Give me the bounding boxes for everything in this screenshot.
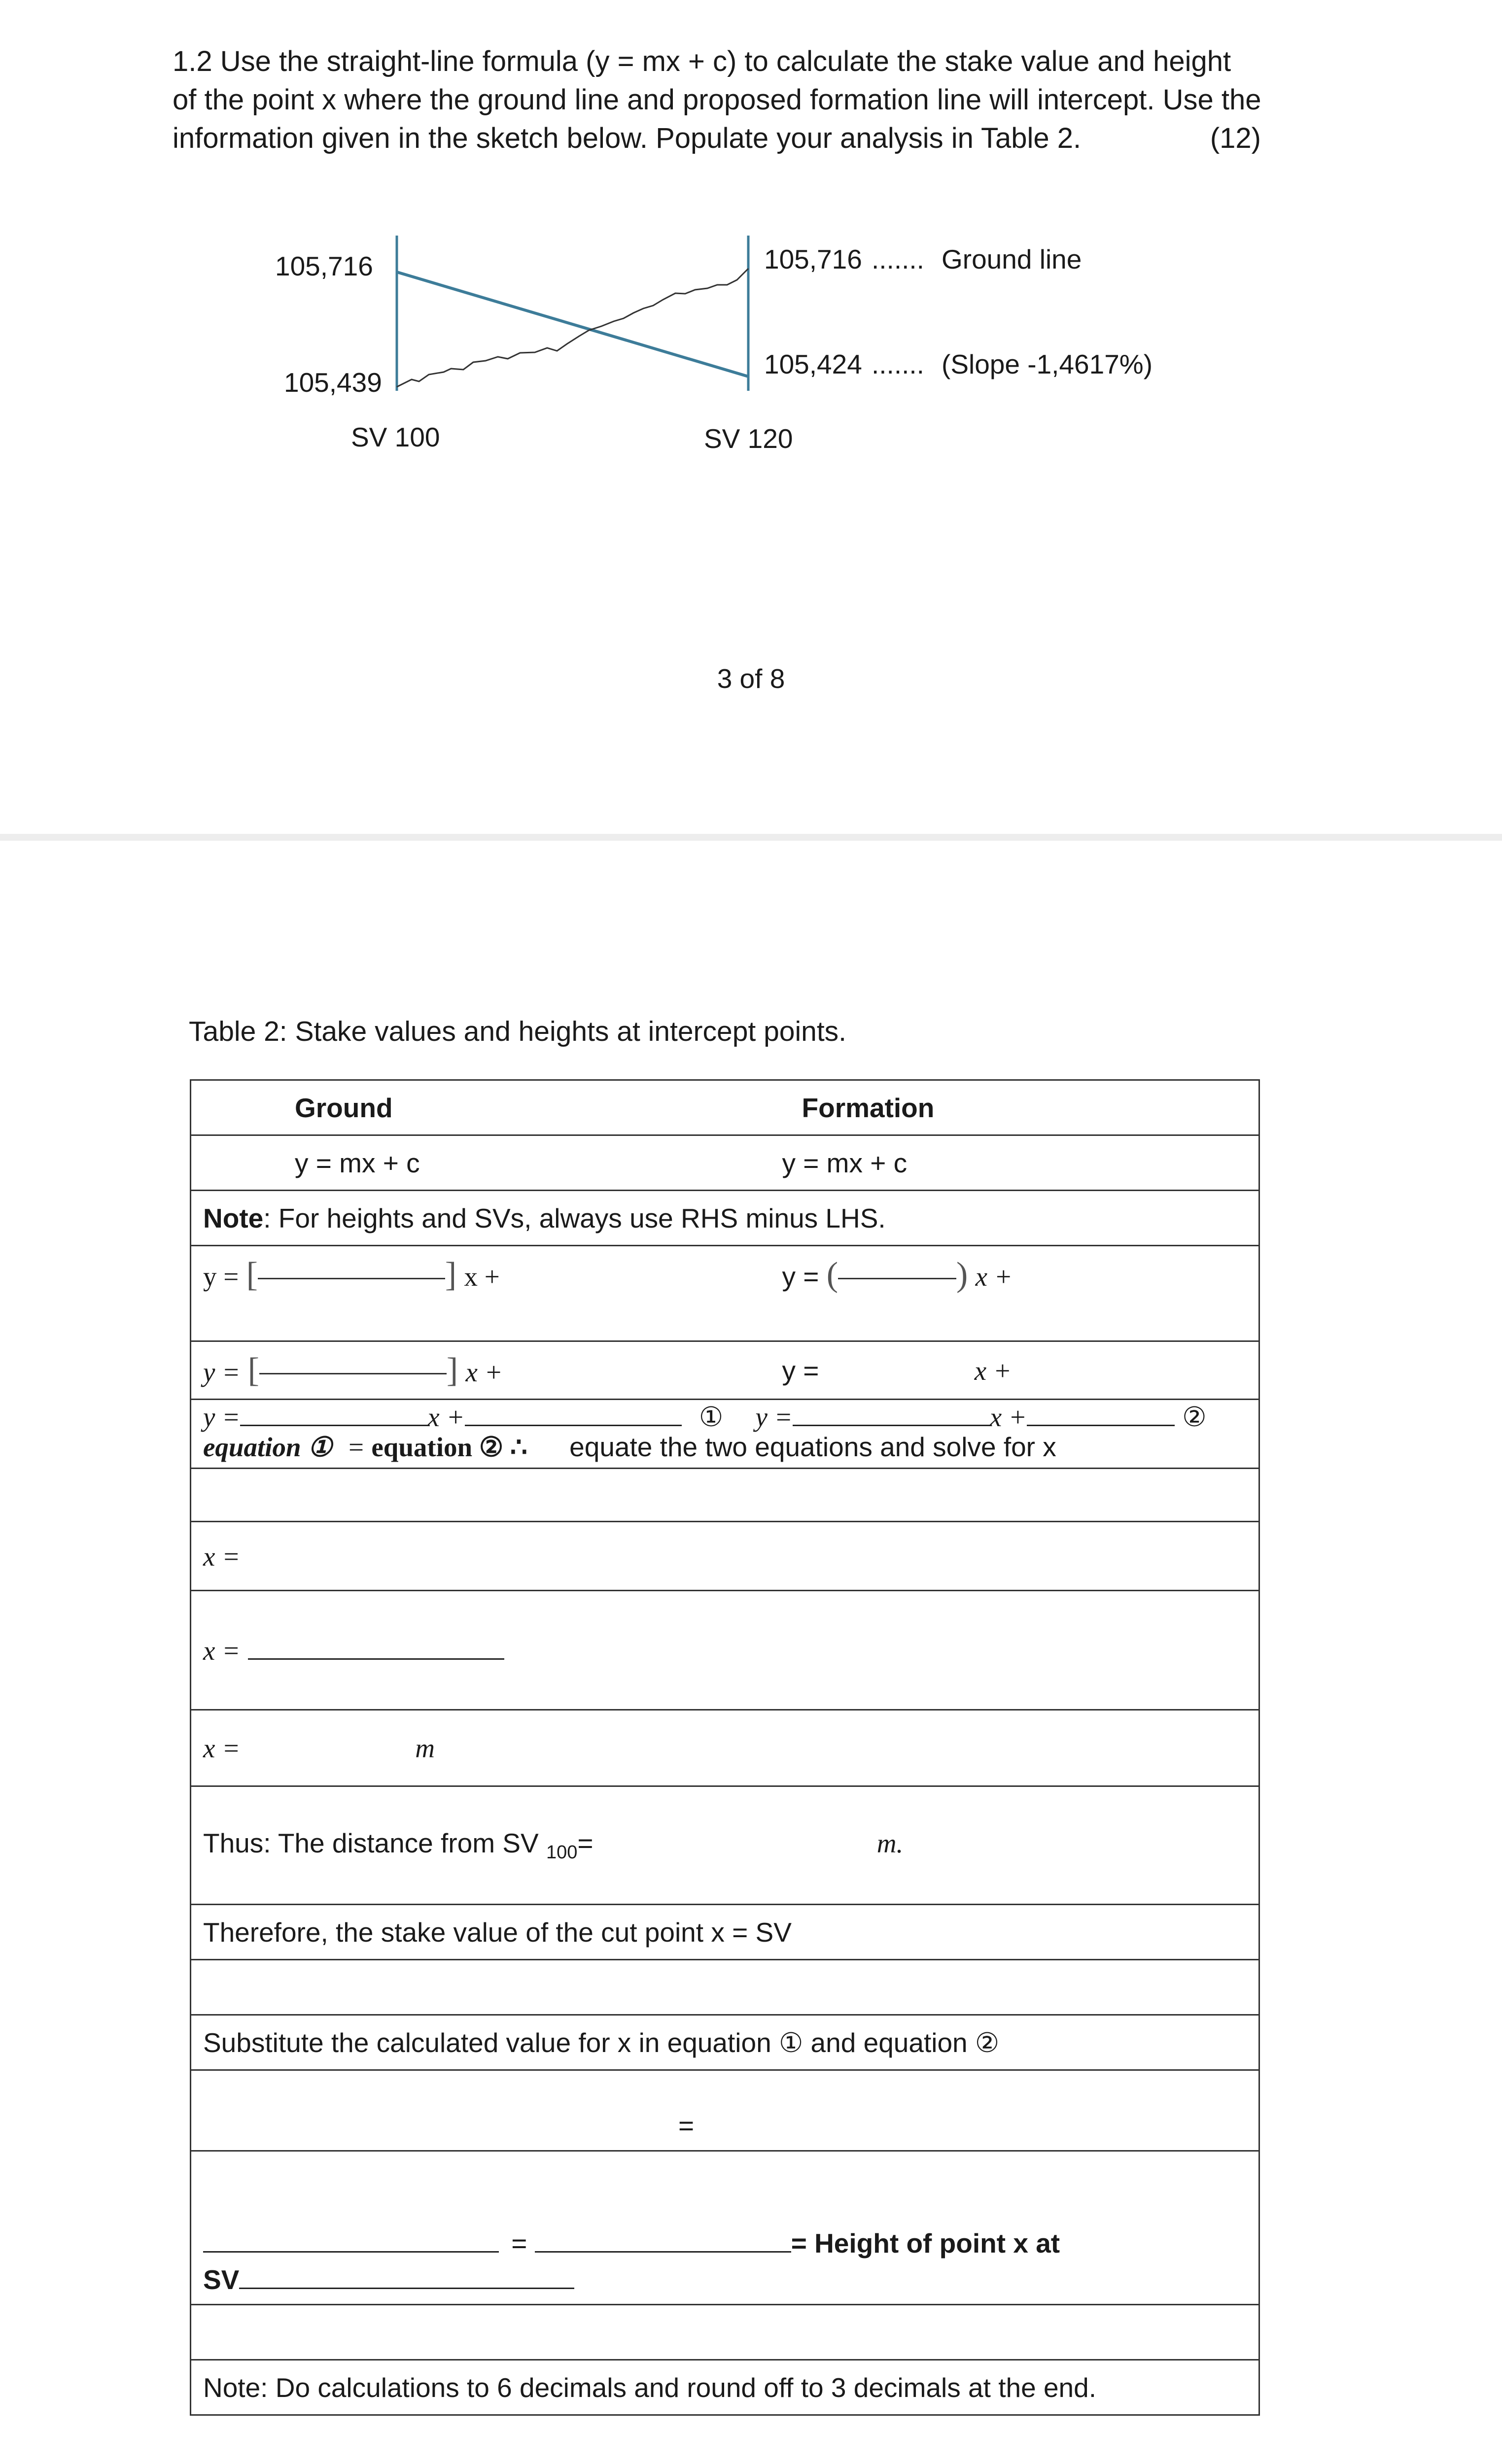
eq1-c-blank: [465, 1425, 682, 1426]
fraction-bar: [838, 1278, 956, 1279]
x-row-1: [191, 1522, 1259, 1591]
y-equals: y =: [203, 1262, 239, 1292]
x-cell-2: [191, 1591, 1259, 1710]
work-cell: [191, 2305, 1259, 2360]
eq1-x-plus: x +: [427, 1402, 465, 1432]
meter-dot: m.: [876, 1828, 904, 1858]
equate-line: [203, 1432, 1247, 1462]
ground-line-label: Ground line: [942, 244, 1082, 274]
eq-ground: y = mx + c: [191, 1135, 684, 1191]
right-bottom-level: 105,424: [764, 349, 862, 379]
right-top-level: 105,716: [764, 244, 862, 274]
fraction-bar: [258, 1278, 445, 1279]
eq2-x-plus: x +: [989, 1402, 1027, 1432]
work-row-2: [191, 1960, 1259, 2015]
left-top-level: 105,716: [275, 251, 373, 281]
height-equals: =: [511, 2228, 527, 2259]
height-cell: [191, 2151, 1259, 2305]
height-blank-2: [535, 2251, 791, 2253]
distance-row: [191, 1786, 1259, 1905]
note-cell: [191, 1191, 1259, 1246]
x-row-2: [191, 1591, 1259, 1710]
x-equals: x =: [203, 1733, 241, 1763]
substitution-row-2: [191, 1341, 1259, 1400]
height-blank-1: [203, 2251, 499, 2253]
eq2-c-blank: [1027, 1425, 1175, 1426]
table-2: [190, 1079, 1260, 2416]
work-cell: [191, 1469, 1259, 1522]
work-row-1: [191, 1469, 1259, 1522]
eq1-y: y =: [203, 1402, 241, 1432]
equations-blanks: [203, 1402, 1247, 1432]
x-plus: x +: [465, 1357, 503, 1387]
equation-2-text: equation ② ∴: [371, 1432, 527, 1462]
page-divider: [0, 834, 1502, 841]
formation-sub-1: [684, 1246, 1259, 1341]
eq-formation: y = mx + c: [684, 1135, 1259, 1191]
fraction-bar: [259, 1373, 447, 1374]
left-bottom-level: 105,439: [284, 367, 382, 398]
height-text: = Height of point x at: [791, 2228, 1060, 2259]
eq2-m-blank: [793, 1425, 990, 1426]
sv100-label: SV 100: [351, 422, 440, 452]
eq2-y: y =: [755, 1402, 793, 1432]
equation-row: [191, 1135, 1259, 1191]
y-equals: y =: [782, 1355, 819, 1386]
x-equals: x =: [203, 1635, 241, 1666]
equals-cell: =: [191, 2070, 1259, 2151]
header-ground: Ground: [191, 1080, 684, 1135]
equals-row: [191, 2070, 1259, 2151]
sv120-label: SV 120: [704, 423, 793, 454]
y-equals: y =: [203, 1357, 241, 1387]
formation-sub-2: [684, 1341, 1259, 1400]
table-header-row: [191, 1080, 1259, 1135]
stake-value-cell: Therefore, the stake value of the cut point x = SV: [191, 1905, 1259, 1960]
table-caption: Table 2: Stake values and heights at intercept points.: [189, 1016, 847, 1047]
equation-line-row: [191, 1400, 1259, 1469]
work-row-3: [191, 2305, 1259, 2360]
sv-line: [203, 2261, 1247, 2298]
note-row: [191, 1191, 1259, 1246]
formation-line: [397, 272, 748, 376]
question-line-3: information given in the sketch below. Populate your analysis in Table 2.: [173, 122, 1082, 154]
height-row: [191, 2151, 1259, 2305]
stake-value-row: [191, 1905, 1259, 1960]
note-text: : For heights and SVs, always use RHS minus LHS.: [263, 1202, 886, 1233]
x-row-3: [191, 1710, 1259, 1786]
ground-sub-1: [191, 1246, 684, 1341]
substitution-row-1: [191, 1246, 1259, 1341]
substitute-row: [191, 2015, 1259, 2070]
eq1-m-blank: [240, 1425, 427, 1426]
question-line-1: 1.2 Use the straight-line formula (y = mx + c) to calculate the stake value and height: [173, 45, 1231, 77]
eq2-marker: ②: [1182, 1402, 1207, 1432]
thus-subscript: 100: [546, 1842, 578, 1863]
right-top-dots: .......: [872, 244, 924, 274]
equation-1-text: equation ①: [203, 1432, 332, 1462]
header-formation: Formation: [684, 1080, 1259, 1135]
close-paren: ): [956, 1256, 968, 1294]
page-number: 3 of 8: [717, 663, 785, 694]
sv-label: SV: [203, 2264, 240, 2295]
equals-sign: =: [349, 1432, 364, 1462]
height-line: [203, 2225, 1247, 2261]
distance-cell: [191, 1786, 1259, 1905]
x-cell-1: [191, 1522, 1259, 1591]
right-bottom-dots: .......: [872, 349, 924, 379]
x-cell-3: [191, 1710, 1259, 1786]
equate-instruction: equate the two equations and solve for x: [569, 1432, 1056, 1462]
x-blank: [248, 1658, 504, 1660]
question-marks: (12): [1210, 122, 1261, 154]
substitute-cell: Substitute the calculated value for x in equation ① and equation ②: [191, 2015, 1259, 2070]
slope-label: (Slope -1,4617%): [942, 349, 1153, 379]
question-line-2: of the point x where the ground line and proposed formation line will intercept. Use the: [173, 84, 1261, 116]
open-bracket: [: [246, 1256, 258, 1294]
cross-section-sketch: [0, 0, 1502, 493]
sv-blank: [239, 2288, 574, 2289]
x-plus: x +: [974, 1355, 1012, 1386]
x-plus: x +: [464, 1262, 500, 1292]
open-bracket: [: [247, 1351, 259, 1389]
ground-sub-2: [191, 1341, 684, 1400]
final-note-cell: Note: Do calculations to 6 decimals and round off to 3 decimals at the end.: [191, 2360, 1259, 2415]
x-plus: x +: [975, 1262, 1013, 1292]
meter-unit: m: [415, 1733, 435, 1763]
thus-text: Thus: The distance from SV: [203, 1828, 539, 1858]
close-bracket: ]: [446, 1351, 458, 1389]
x-equals: x =: [203, 1541, 241, 1572]
final-note-row: [191, 2360, 1259, 2415]
close-bracket: ]: [445, 1256, 457, 1294]
equation-line-cell: [191, 1400, 1259, 1469]
y-equals: y =: [782, 1261, 819, 1292]
work-cell: [191, 1960, 1259, 2015]
eq1-marker: ①: [699, 1402, 724, 1432]
thus-equals: =: [577, 1828, 594, 1858]
note-label: Note: [203, 1202, 264, 1233]
open-paren: (: [826, 1256, 838, 1294]
page-3: [0, 0, 1502, 838]
